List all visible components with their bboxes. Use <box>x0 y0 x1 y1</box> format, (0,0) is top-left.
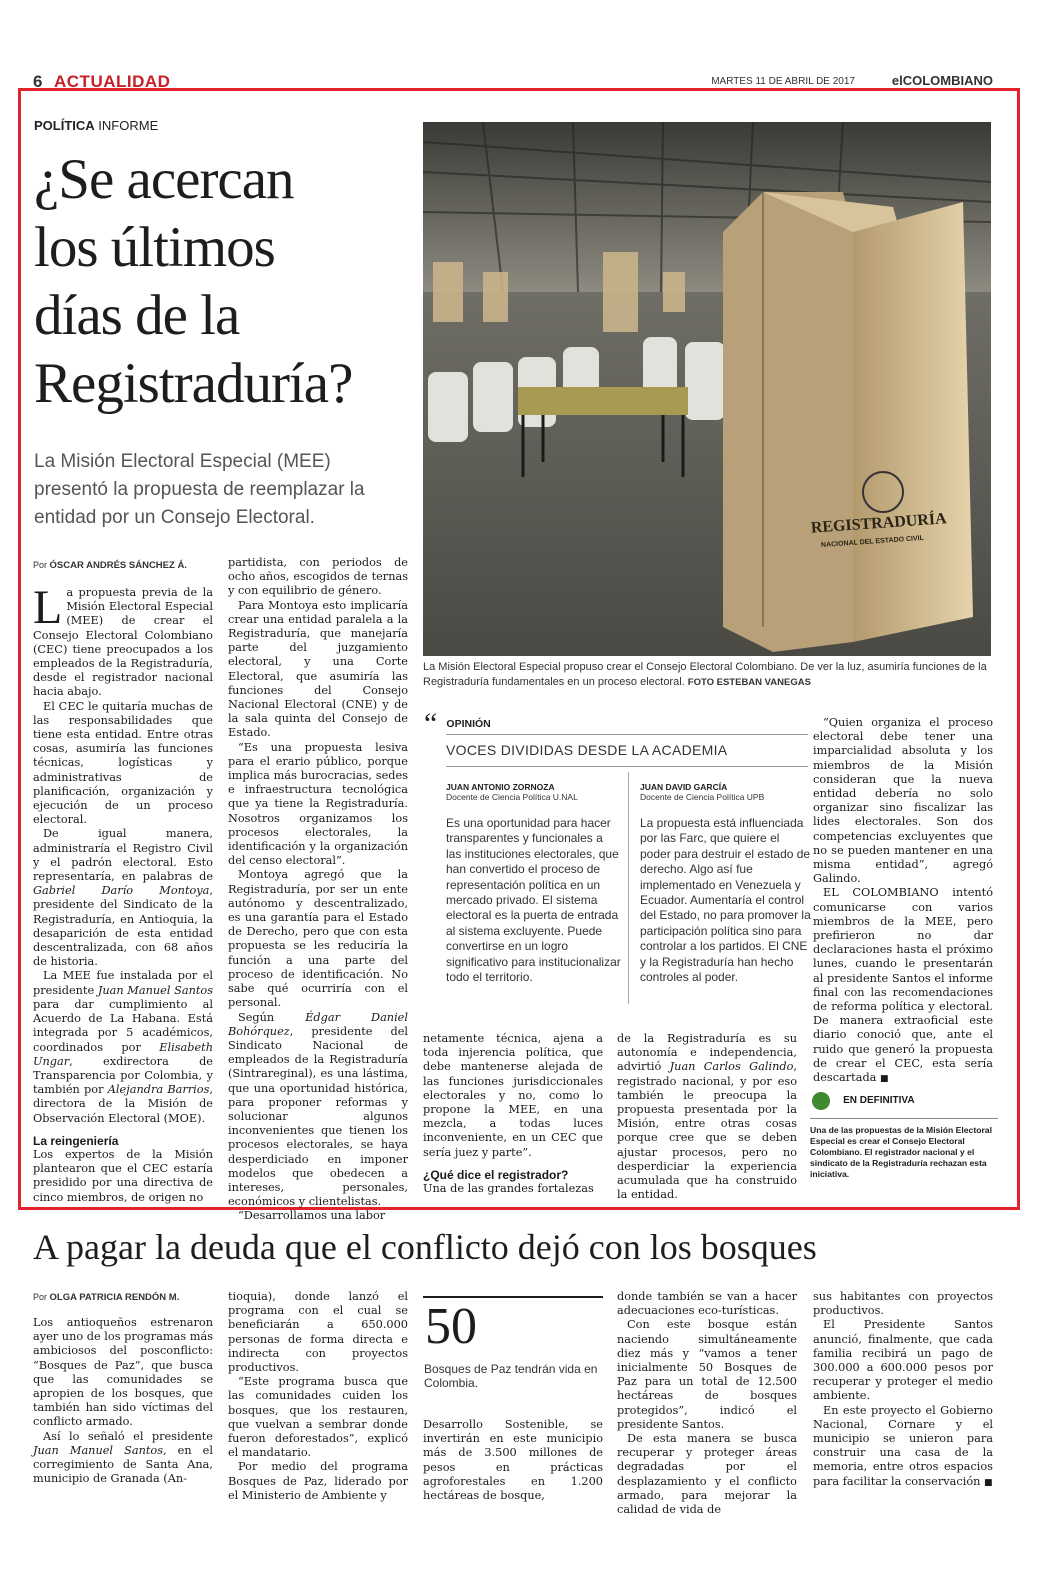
text-run: La MEE fue instalada por el presidente <box>33 969 213 997</box>
paragraph: tioquia), donde lanzó el programa con el cual se beneficiarán a 650.000 personas de forma directa e indirecta con proyectos productivos. <box>228 1290 408 1375</box>
paragraph: Desarrollo Sostenible, se invertirán en este municipio más de 3.500 millones de pesos en prácticas agroforestales en 1.200 hectáreas de bosque, <box>423 1418 603 1503</box>
paragraph: Montoya agregó que la Registraduría, por ser un ente autónomo y descentralizado, es una garantía para el Estado de Derecho, pero que con esta propuesta se les reduciría la función a una parte del proceso de identificación. No sabe qué ocurriría con el personal. <box>228 868 408 1010</box>
opinion-label: OPINIÓN <box>446 718 491 730</box>
paragraph: “Desarrollamos una labor <box>238 1209 386 1223</box>
dropcap: L <box>33 581 63 634</box>
en-definitiva-header <box>812 1090 1002 1110</box>
page-number: 6 <box>33 72 43 91</box>
opinion-right <box>640 782 812 985</box>
person-name: Édgar Daniel Bohórquez <box>228 1010 408 1038</box>
subhead: La reingeniería <box>33 1133 119 1148</box>
en-definitiva-icon <box>812 1092 830 1110</box>
text-run: EL COLOMBIANO intentó comunicarse con varios miembros de la MEE, pero prefirieron no dar declaraciones hasta el próximo lunes, cuando le presentarán al presidente Santos el informe final con las recomendaciones de reforma política y electoral. De manera extraoficial este diario conoció que, ante el ruido que generó la propuesta de crear el CEC, esta sería descartada <box>813 886 993 1085</box>
photo-caption <box>423 660 991 690</box>
quote-icon: “ <box>424 707 438 740</box>
headline-line: ¿Se acercan <box>34 148 294 211</box>
paragraph: Los antioqueños estrenaron ayer uno de los programas más ambiciosos del posconflicto: “Bosques de Paz”, que busca que las comunidades se apropien de los bosques, que también han sido víctimas del conflicto armado. <box>33 1316 213 1429</box>
booth-label-sub: NACIONAL DEL ESTADO CIVIL <box>820 534 925 550</box>
article-column-1 <box>33 581 213 1205</box>
caption-text: La Misión Electoral Especial propuso crear el Consejo Electoral Colombiano. De ver la luz, asumiría funciones de la Registraduría fundamentales en un proceso electoral. <box>423 661 987 688</box>
paragraph-text: a propuesta previa de la Misión Electoral Especial (MEE) de crear el Consejo Electoral Colombiano (CEC) tiene preocupados a los empleados de la Registraduría, desde el registrador nacional hacia abajo. <box>33 586 213 699</box>
second-article-column-2 <box>228 1290 408 1503</box>
opinion-text: Es una oportunidad para hacer transparentes y funcionales a las instituciones electorales, que han convertido el proceso de representación política en un mercado privado. El sistema electoral es la puerta de entrada al sistema excluyente. Puede convertirse en un logro significativo para institucionalizar todo el territorio. <box>446 816 621 985</box>
opinion-title: VOCES DIVIDIDAS DESDE LA ACADEMIA <box>446 742 728 758</box>
stat-number: 50 <box>425 1298 477 1355</box>
text-run: , presidente del Sindicato de la Registraduría, en Antioquia, la desaparición de esta entidad descentralizada, con 68 años de historia. <box>33 884 213 969</box>
paragraph: Por medio del programa Bosques de Paz, liderado por el Ministerio de Ambiente y <box>228 1460 408 1502</box>
article-column-4 <box>617 1032 797 1202</box>
opinion-text: La propuesta está influenciada por las Farc, que quiere el poder para destruir el estado de derecho. Algo así fue implementado en Venezuela y Ecuador. Aumentaría el control del Estado, no para promover la participación política sino para controlar a los partidos. El CNE y la Registraduría han hecho controles al poder. <box>640 816 811 985</box>
text-run: , registrado nacional, y por eso también le preocupa la propuesta presentada por la Misión, entre otras cosas porque cree que se deben ajustar procesos, pero no desperdiciar la experiencia acumulada que ha construido la entidad. <box>617 1060 797 1202</box>
person-name: Juan Manuel Santos <box>97 983 213 997</box>
booth-label-main: REGISTRADURÍA <box>810 510 948 537</box>
opinion-author: JUAN DAVID GARCÍA <box>640 782 728 792</box>
paragraph: Para Montoya esto implicaría crear una entidad paralela a la Registraduría, que manejaría parte del juzgamiento electoral, y una Corte Electoral, que asumiría las funciones del Consejo Nacional Electoral (CNE) y de la sala quinta del Consejo de Estado. <box>228 598 408 740</box>
paragraph <box>33 581 213 700</box>
second-article-byline <box>33 1292 179 1303</box>
article-column-2 <box>228 556 408 1224</box>
second-article-column-3 <box>423 1418 603 1503</box>
text-run: De igual manera, administraría el Registro Civil y el padrón electoral. Esto representaría, en palabras de <box>33 827 213 884</box>
paragraph <box>228 1011 408 1210</box>
paragraph: sus habitantes con proyectos productivos. <box>813 1290 993 1318</box>
second-article-column-5 <box>813 1290 993 1490</box>
subhead: ¿Qué dice el registrador? <box>423 1167 569 1182</box>
byline-name: ÓSCAR ANDRÉS SÁNCHEZ Á. <box>49 560 187 571</box>
stat-caption: Bosques de Paz tendrán vida en Colombia. <box>424 1362 598 1390</box>
text-run: , presidente del Sindicato Nacional de empleados de la Registraduría (Sintrareginal), es una lástima, que una oportunidad histórica, para proponer reformas y solucionar algunos inconvenientes que tienen los procesos electorales, se haya desperdiciado en imponer modelos que obedecen a intereses, personales, económicos y clientelistas. <box>228 1024 408 1209</box>
paragraph <box>813 1404 993 1490</box>
paragraph: partidista, con periodos de ocho años, escogidos de ternas y con equilibrio de género. <box>228 556 408 598</box>
byline-name: OLGA PATRICIA RENDÓN M. <box>49 1292 180 1303</box>
paragraph: El CEC le quitaría muchas de las responsabilidades que tiene esta entidad. Entre otras cosas, asumiría las funciones técnicas, logísticas y administrativas de planificación, organización y ejecución de un proceso electoral. <box>33 699 213 827</box>
text-run: Según <box>238 1010 306 1024</box>
opinion-rule <box>446 766 808 767</box>
text-run: , exdirectora de Transparencia por Colombia, y también por <box>33 1054 213 1097</box>
text-run: , directora de la Misión de Observación Electoral (MOE). <box>33 1083 213 1125</box>
paragraph <box>617 1032 797 1202</box>
person-name: Juan Manuel Santos <box>33 1443 163 1457</box>
headline-line: Registraduría? <box>34 352 353 415</box>
article-column-3 <box>423 1032 603 1196</box>
en-definitiva-label: EN DEFINITIVA <box>843 1095 915 1106</box>
paragraph: Con este bosque están naciendo simultáneamente diez más y “vamos a tener inicialmente 50 Bosques de Paz para un total de 12.500 hectáreas de bosques protegidos”, indicó el presidente Santos. <box>617 1318 797 1431</box>
article-dek: La Misión Electoral Especial (MEE) presentó la propuesta de reemplazar la entidad por un Consejo Electoral. <box>34 451 365 528</box>
paragraph <box>33 1430 213 1487</box>
opinion-rule <box>446 734 808 735</box>
paragraph: netamente técnica, ajena a toda injerencia política, que debe mantenerse alejada de las funciones jurisdiccionales electorales y no, como lo propone la MEE, en una mezcla, a todas luces inconveniente, en un CEC que sería juez y parte”. <box>423 1032 603 1159</box>
section-name: ACTUALIDAD <box>54 72 171 91</box>
byline-prefix: Por <box>33 560 48 570</box>
photo-illustration <box>423 122 991 656</box>
second-article-column-4 <box>617 1290 797 1517</box>
end-square-icon: ■ <box>880 1074 889 1085</box>
paragraph: “Este programa busca que las comunidades cuiden los bosques, que los restauren, que vuelvan a sembrar donde fueron deforestados”, explicó el mandatario. <box>228 1375 408 1460</box>
person-name: Elisabeth Ungar <box>33 1040 213 1068</box>
person-name: Gabriel Darío Montoya <box>33 884 210 898</box>
paragraph: “Quien organiza el proceso electoral debe tener una imparcialidad absoluta y los miembros de la Misión consideran que la nueva entidad debería no solo organizar sino fiscalizar las lides electorales. Son dos competencias excluyentes que no se pueden mantener en una misma entidad”, agregó Galindo. <box>813 716 993 886</box>
text-run: , en el corregimiento de Santa Ana, municipio de Granada (An- <box>33 1443 213 1486</box>
headline-line: días de la <box>34 284 240 347</box>
person-name: Juan Carlos Galindo <box>669 1060 794 1074</box>
person-name: Alejandra Barrios <box>107 1083 210 1097</box>
article-byline <box>33 560 187 571</box>
opinion-author-role: Docente de Ciencia Política UPB <box>640 792 765 802</box>
text-run: En este proyecto el Gobierno Nacional, Cornare y el municipio se unieron para construir una casa de la memoria, entre otros espacios para facilitar la conservación <box>813 1403 993 1488</box>
paragraph: El Presidente Santos anunció, finalmente, que cada familia recibirá un pago de 300.000 a 600.000 pesos por recuperar y proteger el medio ambiente. <box>813 1318 993 1403</box>
paragraph <box>33 969 213 1125</box>
paragraph: Los expertos de la Misión plantearon que el CEC estaría presidido por una directiva de cinco miembros, de origen no <box>33 1147 213 1204</box>
opinion-divider <box>628 772 629 1004</box>
headline-line: los últimos <box>34 216 275 279</box>
byline-prefix: Por <box>33 1292 48 1302</box>
paragraph: “Es una propuesta lesiva para el erario público, porque implica más burocracias, sedes e infraestructura tecnológica que ya tiene la Registraduría. Nosotros organizamos los procesos electorales, la identificación y la organización del censo electoral”. <box>228 740 408 868</box>
paragraph <box>813 886 993 1086</box>
article-column-5 <box>813 716 993 1086</box>
second-article-headline: A pagar la deuda que el conflicto dejó con los bosques <box>33 1227 817 1267</box>
paragraph: De esta manera se busca recuperar y proteger áreas degradadas por el desplazamiento y el conflicto armado, para mejorar la calidad de vida de <box>617 1432 797 1517</box>
opinion-author-role: Docente de Ciencia Política U.NAL <box>446 792 578 802</box>
en-definitiva-text: Una de las propuestas de la Misión Electoral Especial es crear el Consejo Electoral Colombiano. El registrador nacional y el sindicato de la Registraduría rechazan esta iniciativa. <box>810 1118 998 1198</box>
article-photo <box>423 122 991 656</box>
paragraph: Una de las grandes fortalezas <box>423 1182 594 1196</box>
issue-date: MARTES 11 DE ABRIL DE 2017 <box>711 76 855 87</box>
second-article-column-1 <box>33 1316 213 1486</box>
opinion-author: JUAN ANTONIO ZORNOZA <box>446 782 555 792</box>
text-run: para dar cumplimiento al Acuerdo de La Habana. Está integrada por 5 académicos, coordinados por <box>33 997 213 1054</box>
photo-credit: FOTO ESTEBAN VANEGAS <box>687 677 811 688</box>
paragraph <box>33 827 213 969</box>
text-run: Así lo señaló el presidente <box>43 1429 213 1443</box>
publication-name: elCOLOMBIANO <box>891 73 993 88</box>
opinion-left <box>446 782 621 985</box>
paragraph: donde también se van a hacer adecuaciones eco-turísticas. <box>617 1290 797 1318</box>
kicker-section: POLÍTICA <box>34 118 95 133</box>
end-square-icon: ■ <box>984 1477 993 1488</box>
article-kicker <box>34 118 158 133</box>
article-headline <box>34 146 414 418</box>
kicker-type: INFORME <box>98 118 159 133</box>
text-run: de la Registraduría es su autonomía e independencia, advirtió <box>617 1032 797 1074</box>
